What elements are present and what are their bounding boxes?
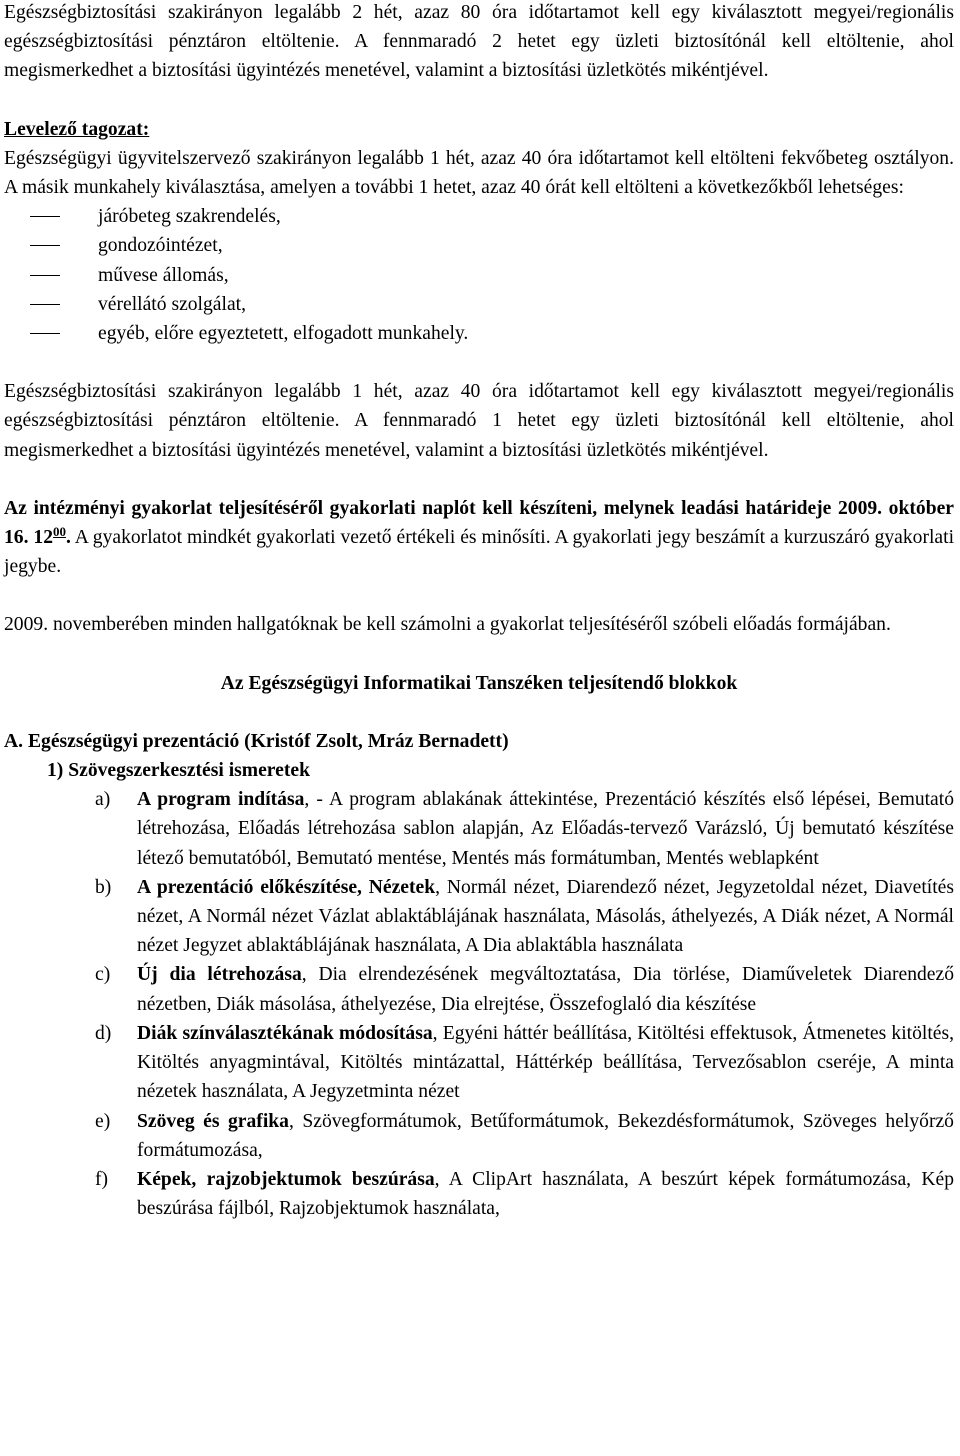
naplo-rest: A gyakorlatot mindkét gyakorlati vezető értékeli és minősíti. A gyakorlati jegy beszámít a kurzuszáró gyakorlati jegybe. xyxy=(4,527,955,578)
block-a-title xyxy=(4,727,954,756)
topic-title: Diák színválasztékának módosítása xyxy=(137,1022,433,1044)
list-item: járóbeteg szakrendelés, xyxy=(4,202,954,231)
topic-text: , Egyéni háttér beállítása, Kitöltési effektusok, Átmenetes kitöltés, Kitöltés anyagmintával, Kitöltés mintázattal, Háttérkép beállítása, Tervezősablon cseréje, A minta nézetek használata, A Jegyzetminta nézet xyxy=(137,1022,954,1103)
topic-title: Képek, rajzobjektumok beszúrása xyxy=(137,1168,435,1190)
levelezo-paragraph: Egészségügyi ügyvitelszervező szakirányon legalább 1 hét, azaz 40 óra időtartamot kell eltölteni fekvőbeteg osztályon. A másik munkahely kiválasztása, amelyen a további 1 hetet, azaz 40 órát kell eltölteni a következőkből lehetséges: xyxy=(4,147,954,199)
blocks-title-text: Az Egészségügyi Informatikai Tanszéken teljesítendő blokkok xyxy=(220,672,738,694)
topic-marker: c) xyxy=(95,964,111,986)
topic-marker: e) xyxy=(95,1110,111,1132)
naplo-bold-text: Az intézményi gyakorlat teljesítéséről gyakorlati naplót kell készíteni, melynek leadási határideje 2009. október 16. 12 xyxy=(4,497,954,549)
november-paragraph: 2009. novemberében minden hallgatóknak be kell számolni a gyakorlat teljesítéséről szóbeli előadás formájában. xyxy=(4,614,891,636)
topic-text: , Dia elrendezésének megváltoztatása, Dia törlése, Diaműveletek Diarendező nézetben, Diák másolása, áthelyezése, Dia elrejtése, Összefoglaló dia készítése xyxy=(137,964,954,1015)
topic-item xyxy=(4,1107,954,1165)
list-item: egyéb, előre egyeztetett, elfogadott munkahely. xyxy=(4,319,954,348)
topic-title: A program indítása xyxy=(137,789,305,811)
topic-title: A prezentáció előkészítése, Nézetek xyxy=(137,876,436,898)
blocks-title xyxy=(4,669,954,698)
topic-item xyxy=(4,1165,954,1223)
topic-text: , A ClipArt használata, A beszúrt képek formátumozása, Kép beszúrása fájlból, Rajzobjektumok használata, xyxy=(137,1168,954,1220)
block-a-subheading-text: 1) Szövegszerkesztési ismeretek xyxy=(47,760,310,782)
topic-marker: f) xyxy=(95,1168,109,1190)
block-a-subheading xyxy=(4,756,954,785)
naplo-bold-end: . xyxy=(66,527,71,549)
topic-list xyxy=(4,785,954,1223)
topic-text: , Normál nézet, Diarendező nézet, Jegyzetoldal nézet, Diavetítés nézet, A Normál nézet Vázlat ablaktáblájának használata, Másolás, áthelyezés, A Diák nézet, A Normál nézet Jegyzet ablaktáblájának használata, A Dia ablaktábla használata xyxy=(137,876,954,957)
document-page xyxy=(4,0,954,1223)
list-item: gondozóintézet, xyxy=(4,231,954,260)
naplo-paragraph xyxy=(4,494,954,582)
workplace-list xyxy=(4,202,954,348)
topic-marker: d) xyxy=(95,1022,112,1044)
naplo-time-sup: 00 xyxy=(53,524,67,540)
list-item: vérellátó szolgálat, xyxy=(4,290,954,319)
topic-title: Új dia létrehozása xyxy=(137,964,302,986)
levelezo-heading xyxy=(4,115,954,144)
egeszsegbiztositasi-paragraph: Egészségbiztosítási szakirányon legalább 1 hét, azaz 40 óra időtartamot kell egy kiválasztott megyei/regionális egészségbiztosítási pénztáron eltöltenie. A fennmaradó 1 hetet egy üzleti biztosítónál kell eltöltenie, ahol megismerkedhet a biztosítási ügyintézés menetével, valamint a biztosítási üzletkötés mikéntjével. xyxy=(4,381,954,461)
topic-text: , - A program ablakának áttekintése, Prezentáció készítés első lépései, Bemutató létrehozása, Előadás létrehozása sablon alapján, Az Előadás-tervező Varázsló, Új bemutató készítése létező bemutatóból, Bemutató mentése, Mentés más formátumban, Mentés weblapként xyxy=(137,789,954,869)
levelezo-heading-text: Levelező tagozat: xyxy=(4,118,150,140)
topic-text: , Szövegformátumok, Betűformátumok, Bekezdésformátumok, Szöveges helyőrző formátumozása, xyxy=(137,1110,954,1161)
list-item: művese állomás, xyxy=(4,261,954,290)
topic-marker: b) xyxy=(95,876,112,898)
topic-marker: a) xyxy=(95,789,111,811)
topic-item xyxy=(4,873,954,961)
topic-item xyxy=(4,785,954,873)
topic-item xyxy=(4,1019,954,1107)
intro-paragraph: Egészségbiztosítási szakirányon legalább 2 hét, azaz 80 óra időtartamot kell egy kiválasztott megyei/regionális egészségbiztosítási pénztáron eltöltenie. A fennmaradó 2 hetet egy üzleti biztosítónál kell eltöltenie, ahol megismerkedhet a biztosítási ügyintézés menetével, valamint a biztosítási üzletkötés mikéntjével. xyxy=(4,2,954,82)
block-a-title-text: A. Egészségügyi prezentáció (Kristóf Zsolt, Mráz Bernadett) xyxy=(4,730,509,752)
topic-item xyxy=(4,960,954,1018)
topic-title: Szöveg és grafika xyxy=(137,1110,289,1132)
